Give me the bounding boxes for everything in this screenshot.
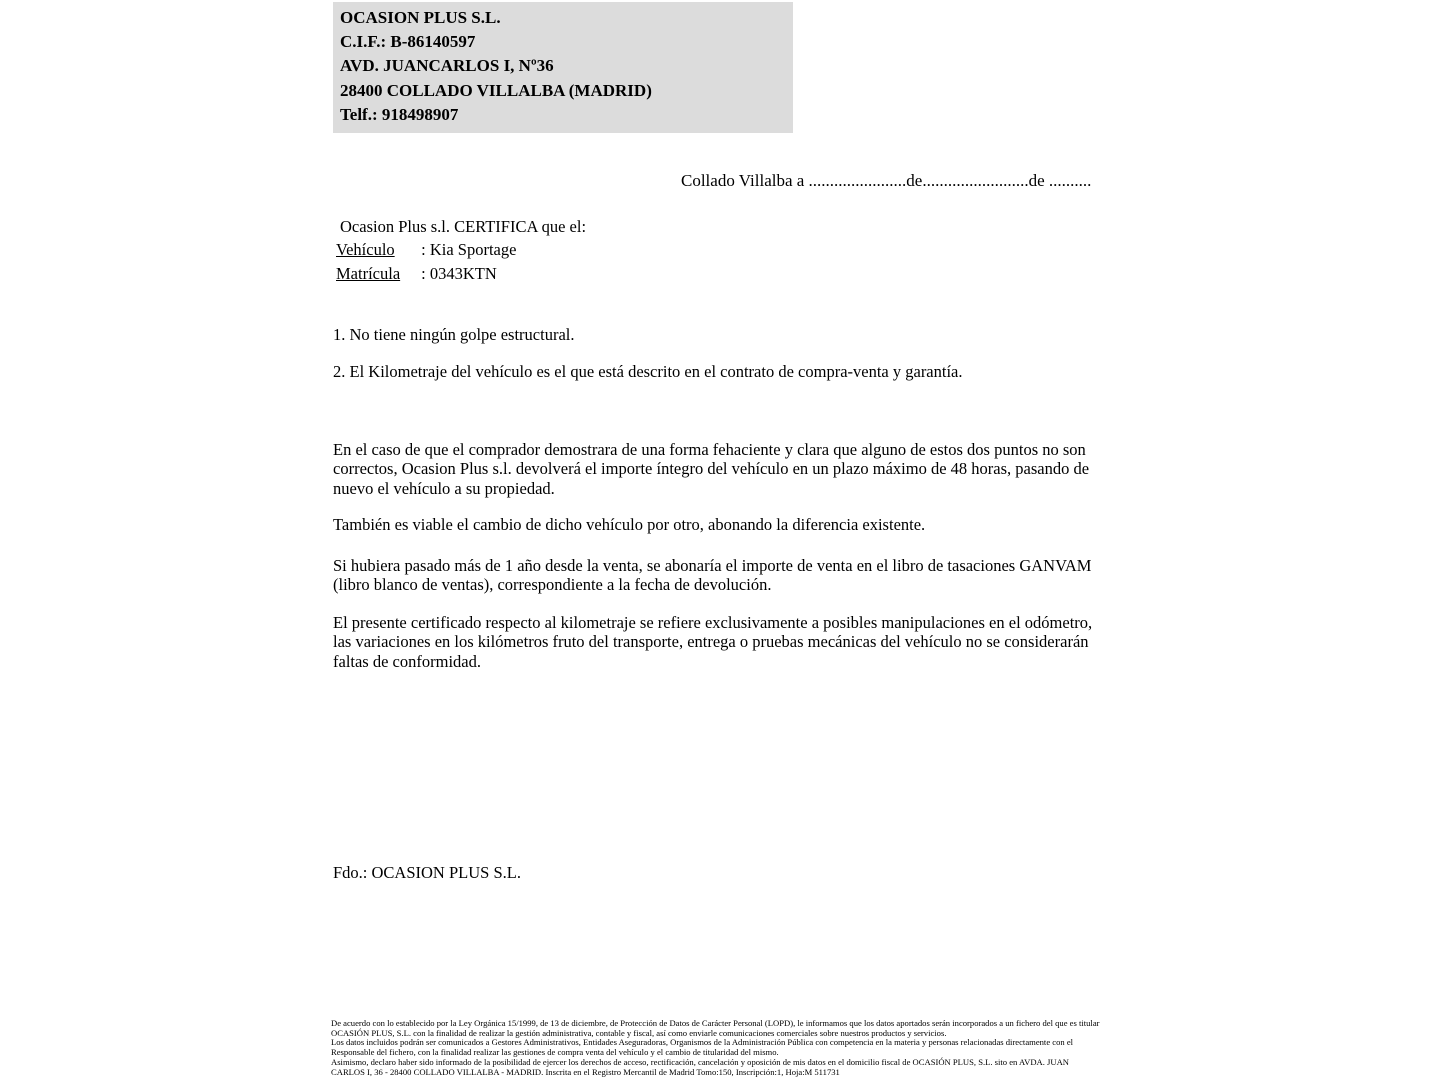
company-header-block	[333, 2, 793, 133]
date-line: Collado Villalba a .......................de.........................de ..........	[681, 171, 1092, 190]
paragraph-exchange-option: También es viable el cambio de dicho vehículo por otro, abonando la diferencia existente.	[333, 515, 926, 534]
legal-paragraph-rights: Asimismo, declaro haber sido informado de la posibilidad de ejercer los derechos de acceso, rectificación, cancelación y oposición de mis datos en el domicilio fiscal de OCASIÓN PLUS, S.L. sito en AVDA. JUAN CARLOS I, 36 - 28400 COLLADO VILLALBA - MADRID. Inscrita en el Registro Mercantil de Madrid Tomo:150, Inscripción:1, Hoja:M 511731	[331, 1056, 1070, 1077]
paragraph-ganvam-valuation: Si hubiera pasado más de 1 año desde la venta, se abonaría el importe de venta en el libro de tasaciones GANVAM (libro blanco de ventas), correspondiente a la fecha de devolución.	[333, 556, 1092, 595]
signature-line: Fdo.: OCASION PLUS S.L.	[333, 863, 521, 882]
legal-paragraph-lopd: De acuerdo con lo establecido por la Ley Orgánica 15/1999, de 13 de diciembre, de Protección de Datos de Carácter Personal (LOPD), le informamos que los datos aportados serán incorporados a un fichero del que es titular OCASIÓN PLUS, S.L. con la finalidad de realizar la gestión administrativa, contable y fiscal, así como enviarle comunicaciones comerciales sobre nuestros productos y servicios.	[331, 1018, 1100, 1038]
legal-footer	[331, 1019, 1103, 1077]
vehicle-label: Vehículo	[336, 240, 395, 259]
certifies-line: Ocasion Plus s.l. CERTIFICA que el:	[340, 217, 587, 236]
certificate-point-1: 1. No tiene ningún golpe estructural.	[333, 325, 575, 344]
plate-value: : 0343KTN	[421, 264, 497, 283]
company-address: AVD. JUANCARLOS I, Nº36	[340, 56, 554, 76]
vehicle-value: : Kia Sportage	[421, 240, 517, 259]
certificate-point-2: 2. El Kilometraje del vehículo es el que está descrito en el contrato de compra-venta y garantía.	[333, 362, 963, 381]
plate-label: Matrícula	[336, 264, 401, 283]
company-name: OCASION PLUS S.L.	[340, 8, 501, 27]
company-city: 28400 COLLADO VILLALBA (MADRID)	[340, 80, 652, 100]
plate-row	[336, 264, 497, 284]
company-phone: Telf.: 918498907	[340, 104, 459, 124]
legal-paragraph-data-sharing: Los datos incluidos podrán ser comunicados a Gestores Administrativos, Entidades Aseguradoras, Organismos de la Administración Pública con competencia en la materia y personas relacionadas directamente con el Responsable del fichero, con la finalidad realizar las gestiones de compra venta del vehículo y el cambio de titularidad del mismo.	[331, 1037, 1074, 1058]
vehicle-row	[336, 240, 516, 260]
paragraph-odometer-disclaimer: El presente certificado respecto al kilometraje se refiere exclusivamente a posibles manipulaciones en el odómetro, las variaciones en los kilómetros fruto del transporte, entrega o pruebas mecánicas del vehículo no se considerarán faltas de conformidad.	[333, 613, 1093, 671]
company-cif: C.I.F.: B-86140597	[340, 32, 476, 52]
paragraph-refund-policy: En el caso de que el comprador demostrara de una forma fehaciente y clara que alguno de estos dos puntos no son correctos, Ocasion Plus s.l. devolverá el importe íntegro del vehículo en un plazo máximo de 48 horas, pasando de nuevo el vehículo a su propiedad.	[333, 440, 1090, 498]
